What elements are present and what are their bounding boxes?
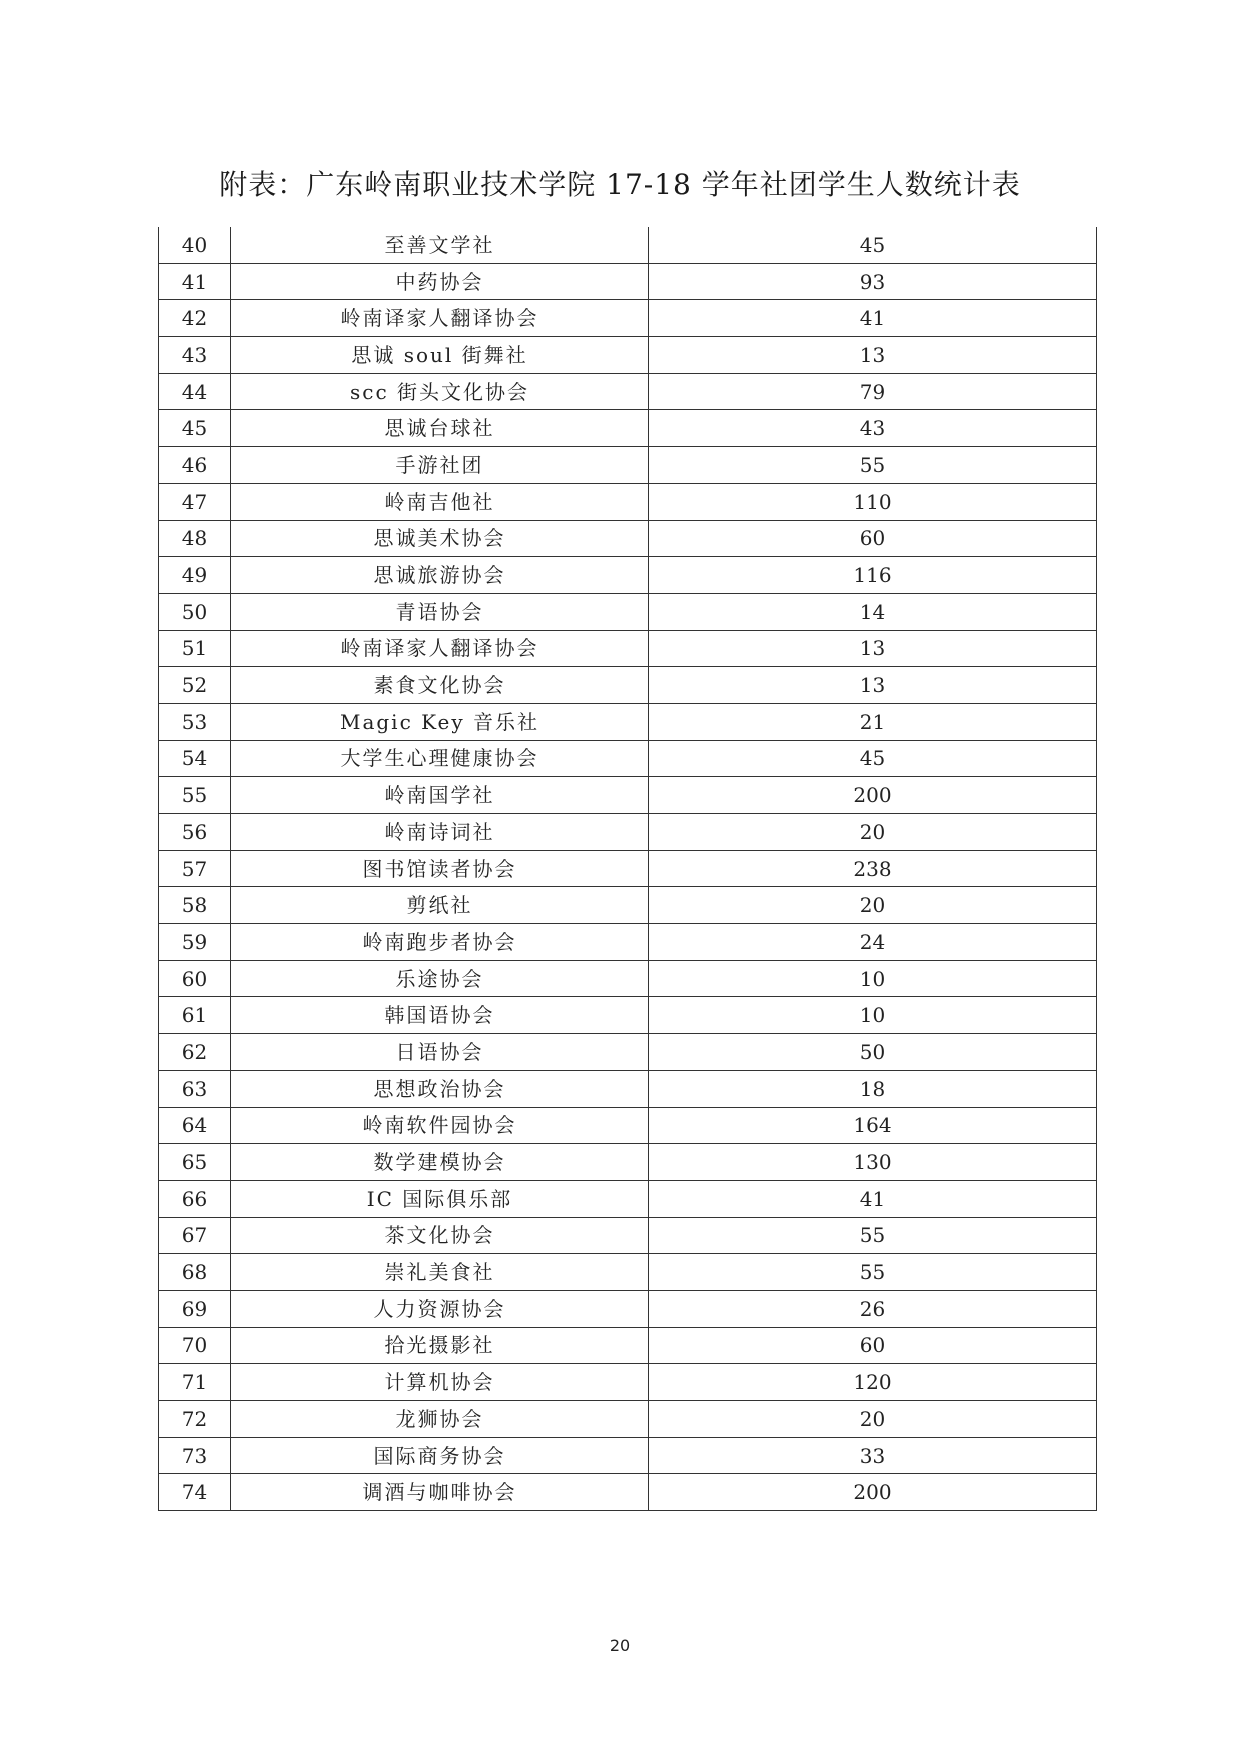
table-row xyxy=(159,630,1097,667)
club-name-cell: 计算机协会 xyxy=(231,1364,649,1401)
club-name-cell: scc 街头文化协会 xyxy=(231,373,649,410)
member-count-cell: 13 xyxy=(649,337,1097,374)
club-name-cell: 茶文化协会 xyxy=(231,1217,649,1254)
club-name-cell: 国际商务协会 xyxy=(231,1437,649,1474)
member-count-cell: 200 xyxy=(649,1474,1097,1511)
table-row xyxy=(159,1217,1097,1254)
row-number-cell: 57 xyxy=(159,850,231,887)
row-number-cell: 68 xyxy=(159,1254,231,1291)
club-name-cell: 图书馆读者协会 xyxy=(231,850,649,887)
member-count-cell: 45 xyxy=(649,227,1097,263)
club-name-cell: 岭南译家人翻译协会 xyxy=(231,630,649,667)
row-number-cell: 53 xyxy=(159,703,231,740)
member-count-cell: 93 xyxy=(649,263,1097,300)
member-count-cell: 13 xyxy=(649,667,1097,704)
table-row xyxy=(159,373,1097,410)
row-number-cell: 70 xyxy=(159,1327,231,1364)
page-title: 附表：广东岭南职业技术学院 17-18 学年社团学生人数统计表 xyxy=(219,168,1021,201)
club-name-cell: IC 国际俱乐部 xyxy=(231,1180,649,1217)
row-number-cell: 54 xyxy=(159,740,231,777)
member-count-cell: 200 xyxy=(649,777,1097,814)
row-number-cell: 56 xyxy=(159,814,231,851)
member-count-cell: 79 xyxy=(649,373,1097,410)
member-count-cell: 20 xyxy=(649,1401,1097,1438)
table-row xyxy=(159,740,1097,777)
club-name-cell: 拾光摄影社 xyxy=(231,1327,649,1364)
table-row xyxy=(159,703,1097,740)
table-row xyxy=(159,1070,1097,1107)
member-count-cell: 60 xyxy=(649,520,1097,557)
row-number-cell: 51 xyxy=(159,630,231,667)
row-number-cell: 49 xyxy=(159,557,231,594)
club-name-cell: 思诚台球社 xyxy=(231,410,649,447)
club-name-cell: 岭南吉他社 xyxy=(231,483,649,520)
member-count-cell: 13 xyxy=(649,630,1097,667)
row-number-cell: 62 xyxy=(159,1034,231,1071)
club-name-cell: 韩国语协会 xyxy=(231,997,649,1034)
table-row xyxy=(159,850,1097,887)
member-count-cell: 55 xyxy=(649,447,1097,484)
club-table xyxy=(158,227,1097,1511)
row-number-cell: 74 xyxy=(159,1474,231,1511)
table-row xyxy=(159,814,1097,851)
row-number-cell: 69 xyxy=(159,1290,231,1327)
club-name-cell: Magic Key 音乐社 xyxy=(231,703,649,740)
member-count-cell: 41 xyxy=(649,300,1097,337)
row-number-cell: 45 xyxy=(159,410,231,447)
member-count-cell: 20 xyxy=(649,814,1097,851)
row-number-cell: 40 xyxy=(159,227,231,263)
row-number-cell: 63 xyxy=(159,1070,231,1107)
table-row xyxy=(159,1254,1097,1291)
row-number-cell: 58 xyxy=(159,887,231,924)
row-number-cell: 72 xyxy=(159,1401,231,1438)
table-row xyxy=(159,997,1097,1034)
row-number-cell: 43 xyxy=(159,337,231,374)
member-count-cell: 55 xyxy=(649,1254,1097,1291)
table-row xyxy=(159,924,1097,961)
table-row xyxy=(159,1144,1097,1181)
table-row xyxy=(159,520,1097,557)
row-number-cell: 50 xyxy=(159,593,231,630)
table-row xyxy=(159,960,1097,997)
row-number-cell: 46 xyxy=(159,447,231,484)
table-row xyxy=(159,667,1097,704)
row-number-cell: 64 xyxy=(159,1107,231,1144)
member-count-cell: 45 xyxy=(649,740,1097,777)
member-count-cell: 20 xyxy=(649,887,1097,924)
member-count-cell: 130 xyxy=(649,1144,1097,1181)
club-name-cell: 中药协会 xyxy=(231,263,649,300)
row-number-cell: 67 xyxy=(159,1217,231,1254)
table-row xyxy=(159,1364,1097,1401)
row-number-cell: 66 xyxy=(159,1180,231,1217)
member-count-cell: 164 xyxy=(649,1107,1097,1144)
table-row xyxy=(159,227,1097,263)
member-count-cell: 18 xyxy=(649,1070,1097,1107)
member-count-cell: 14 xyxy=(649,593,1097,630)
table-row xyxy=(159,1180,1097,1217)
row-number-cell: 59 xyxy=(159,924,231,961)
member-count-cell: 120 xyxy=(649,1364,1097,1401)
member-count-cell: 33 xyxy=(649,1437,1097,1474)
member-count-cell: 10 xyxy=(649,960,1097,997)
table-row xyxy=(159,300,1097,337)
club-name-cell: 人力资源协会 xyxy=(231,1290,649,1327)
row-number-cell: 65 xyxy=(159,1144,231,1181)
club-name-cell: 大学生心理健康协会 xyxy=(231,740,649,777)
table-row xyxy=(159,593,1097,630)
row-number-cell: 44 xyxy=(159,373,231,410)
member-count-cell: 26 xyxy=(649,1290,1097,1327)
table-row xyxy=(159,1107,1097,1144)
club-name-cell: 岭南国学社 xyxy=(231,777,649,814)
table-row xyxy=(159,777,1097,814)
club-name-cell: 岭南诗词社 xyxy=(231,814,649,851)
member-count-cell: 50 xyxy=(649,1034,1097,1071)
member-count-cell: 60 xyxy=(649,1327,1097,1364)
club-name-cell: 手游社团 xyxy=(231,447,649,484)
club-name-cell: 思诚 soul 街舞社 xyxy=(231,337,649,374)
club-name-cell: 思诚旅游协会 xyxy=(231,557,649,594)
club-name-cell: 数学建模协会 xyxy=(231,1144,649,1181)
row-number-cell: 48 xyxy=(159,520,231,557)
member-count-cell: 55 xyxy=(649,1217,1097,1254)
table-row xyxy=(159,557,1097,594)
club-name-cell: 至善文学社 xyxy=(231,227,649,263)
club-name-cell: 素食文化协会 xyxy=(231,667,649,704)
table-row xyxy=(159,1327,1097,1364)
row-number-cell: 52 xyxy=(159,667,231,704)
table-row xyxy=(159,1474,1097,1511)
member-count-cell: 24 xyxy=(649,924,1097,961)
club-name-cell: 龙狮协会 xyxy=(231,1401,649,1438)
club-name-cell: 岭南软件园协会 xyxy=(231,1107,649,1144)
club-name-cell: 青语协会 xyxy=(231,593,649,630)
row-number-cell: 60 xyxy=(159,960,231,997)
club-name-cell: 思诚美术协会 xyxy=(231,520,649,557)
table-row xyxy=(159,483,1097,520)
row-number-cell: 73 xyxy=(159,1437,231,1474)
club-name-cell: 调酒与咖啡协会 xyxy=(231,1474,649,1511)
table-row xyxy=(159,1290,1097,1327)
member-count-cell: 110 xyxy=(649,483,1097,520)
row-number-cell: 71 xyxy=(159,1364,231,1401)
table-row xyxy=(159,1034,1097,1071)
club-name-cell: 剪纸社 xyxy=(231,887,649,924)
table-row xyxy=(159,447,1097,484)
club-name-cell: 岭南译家人翻译协会 xyxy=(231,300,649,337)
table-row xyxy=(159,410,1097,447)
club-table-body xyxy=(159,227,1097,1511)
table-row xyxy=(159,263,1097,300)
row-number-cell: 61 xyxy=(159,997,231,1034)
row-number-cell: 47 xyxy=(159,483,231,520)
table-row xyxy=(159,887,1097,924)
club-name-cell: 崇礼美食社 xyxy=(231,1254,649,1291)
table-row xyxy=(159,337,1097,374)
row-number-cell: 55 xyxy=(159,777,231,814)
table-row xyxy=(159,1437,1097,1474)
club-name-cell: 思想政治协会 xyxy=(231,1070,649,1107)
member-count-cell: 41 xyxy=(649,1180,1097,1217)
member-count-cell: 21 xyxy=(649,703,1097,740)
table-row xyxy=(159,1401,1097,1438)
member-count-cell: 238 xyxy=(649,850,1097,887)
row-number-cell: 42 xyxy=(159,300,231,337)
club-name-cell: 乐途协会 xyxy=(231,960,649,997)
page-number: 20 xyxy=(609,1636,631,1655)
member-count-cell: 116 xyxy=(649,557,1097,594)
club-name-cell: 日语协会 xyxy=(231,1034,649,1071)
club-name-cell: 岭南跑步者协会 xyxy=(231,924,649,961)
row-number-cell: 41 xyxy=(159,263,231,300)
member-count-cell: 43 xyxy=(649,410,1097,447)
club-table-container xyxy=(158,227,1093,1511)
member-count-cell: 10 xyxy=(649,997,1097,1034)
